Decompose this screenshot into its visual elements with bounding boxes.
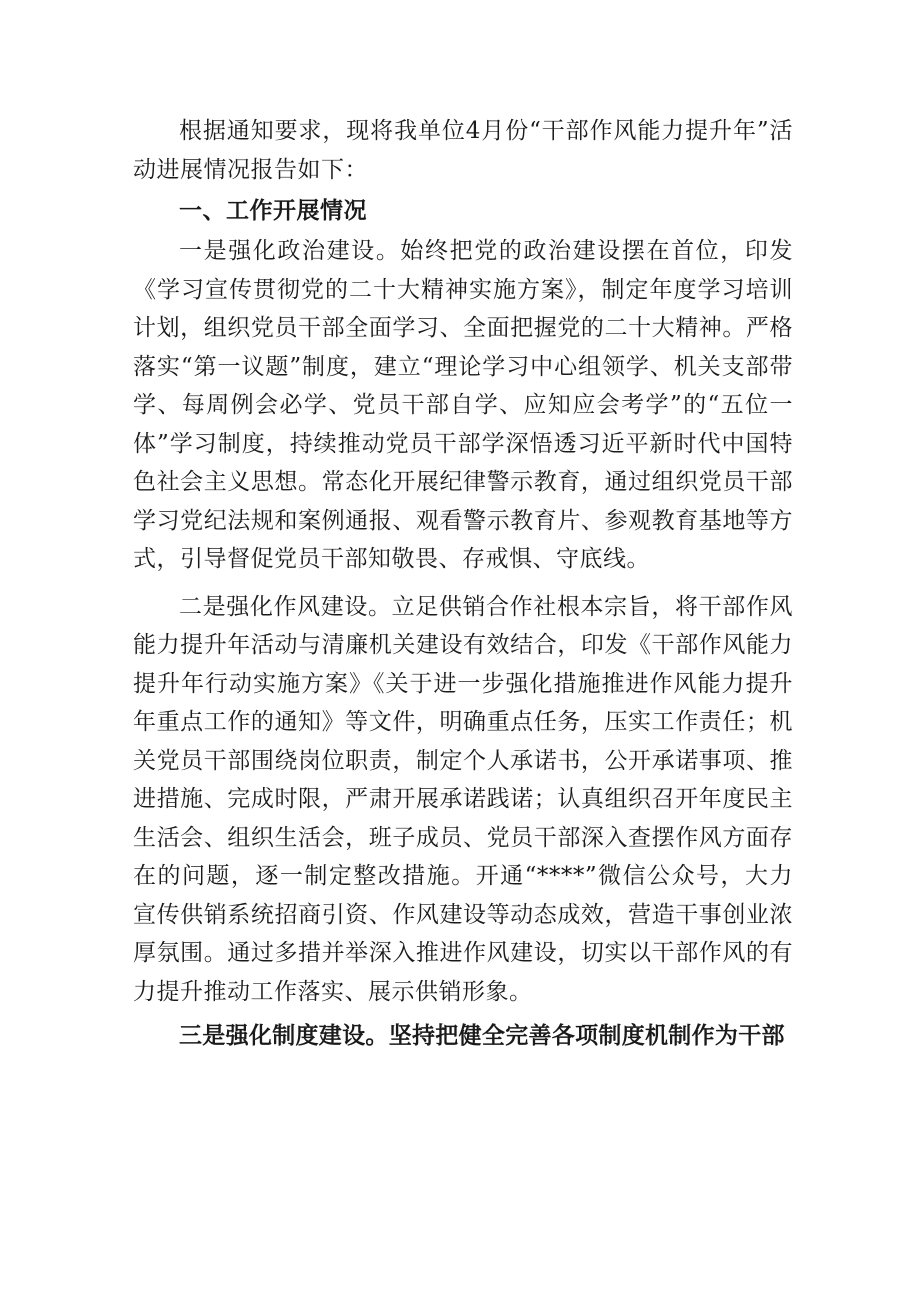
paragraph-work-style-building: 二是强化作风建设。立足供销合作社根本宗旨，将干部作风能力提升年活动与清廉机关建设有效结合，印发《干部作风能力提升年行动实施方案》《关于进一步强化措施推进作风能力提升年重点工作的通知》等文件，明确重点任务，压实工作责任；机关党员干部围绕岗位职责，制定个人承诺书，公开承诺事项、推进措施、完成时限，严肃开展承诺践诺；认真组织召开年度民主生活会、组织生活会，班子成员、党员干部深入查摆作风方面存在的问题，逐一制定整改措施。开通“****”微信公众号，大力宣传供销系统招商引资、作风建设等动态成效，营造干事创业浓厚氛围。通过多措并举深入推进作风建设，切实以干部作风的有力提升推动工作落实、展示供销形象。 <box>133 593 793 1005</box>
document-body <box>133 112 793 1056</box>
intro-paragraph: 根据通知要求，现将我单位4月份“干部作风能力提升年”活动进展情况报告如下： <box>133 118 793 183</box>
paragraph-political-building: 一是强化政治建设。始终把党的政治建设摆在首位，印发《学习宣传贯彻党的二十大精神实施方案》，制定年度学习培训计划，组织党员干部全面学习、全面把握党的二十大精神。严格落实“第一议题”制度，建立“理论学习中心组领学、机关支部带学、每周例会必学、党员干部自学、应知应会考学”的“五位一体”学习制度，持续推动党员干部学深悟透习近平新时代中国特色社会主义思想。常态化开展纪律警示教育，通过组织党员干部学习党纪法规和案例通报、观看警示教育片、参观教育基地等方式，引导督促党员干部知敬畏、存戒惧、守底线。 <box>133 238 793 572</box>
paragraph-system-building: 三是强化制度建设。坚持把健全完善各项制度机制作为干部 <box>179 1023 785 1049</box>
section-heading: 一、工作开展情况 <box>179 198 367 224</box>
